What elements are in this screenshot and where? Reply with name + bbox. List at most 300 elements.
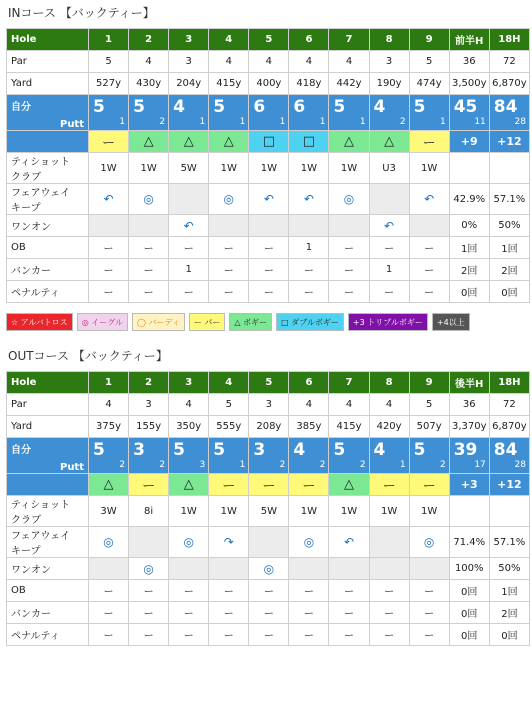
hole-number: 4 [209, 29, 249, 51]
putt-value: 1 [119, 117, 126, 127]
penalty-value: ー [409, 624, 449, 646]
fairway-cell [289, 527, 329, 558]
yard-value: 385y [289, 416, 329, 438]
double-circle-icon: ◎ [223, 192, 235, 206]
tee-club-value: 5W [249, 496, 289, 527]
hole-label: Hole [7, 372, 89, 394]
tee-club-value: 1W [409, 153, 449, 184]
one-on-cell [169, 558, 209, 580]
double-circle-icon: ◎ [423, 535, 435, 549]
penalty-row [7, 281, 530, 303]
tee-club-value: 1W [209, 153, 249, 184]
hole-number: 2 [129, 29, 169, 51]
score-cell [289, 95, 329, 131]
hole-number: 1 [89, 29, 129, 51]
result-mark: +3 [449, 474, 489, 496]
fairway-empty [129, 527, 169, 558]
hole-header-row [7, 29, 530, 51]
putt-value: 1 [239, 117, 246, 127]
ob-value: 1回 [489, 237, 529, 259]
double-circle-icon: ◎ [183, 535, 194, 549]
score-value: 5 [413, 440, 426, 460]
tee-club-value [449, 153, 489, 184]
ob-label: OB [7, 580, 89, 602]
tee-club-value: 8i [129, 496, 169, 527]
hole-number: 18H [489, 29, 529, 51]
ob-value: ー [329, 237, 369, 259]
penalty-value: 0回 [449, 281, 489, 303]
double-circle-icon: ◎ [143, 192, 154, 206]
hole-number: 5 [249, 372, 289, 394]
penalty-value: ー [329, 281, 369, 303]
tee-club-value: 1W [369, 496, 409, 527]
self-label-text: 自分 [11, 445, 31, 456]
score-cell [489, 95, 529, 131]
self-score-row [7, 95, 530, 131]
score-cell [449, 438, 489, 474]
bunker-value: ー [289, 259, 329, 281]
in-course-table [6, 28, 530, 303]
tee-club-label: ティショット クラブ [7, 496, 89, 527]
par-value: 4 [329, 394, 369, 416]
par-value: 5 [89, 51, 129, 73]
yard-value: 208y [249, 416, 289, 438]
par-value: 4 [289, 51, 329, 73]
penalty-value: ー [409, 281, 449, 303]
result-mark: △ [369, 131, 409, 153]
par-value: 4 [369, 394, 409, 416]
par-label: Par [7, 394, 89, 416]
bunker-value: ー [409, 602, 449, 624]
par-value: 3 [369, 51, 409, 73]
result-mark: ー [409, 474, 449, 496]
putt-label: Putt [59, 462, 84, 473]
ob-value: ー [369, 237, 409, 259]
one-on-cell [409, 558, 449, 580]
one-on-cell [89, 558, 129, 580]
legend-item: ◯ バーディ [132, 313, 185, 331]
score-value: 6 [293, 97, 306, 117]
result-mark: △ [209, 131, 249, 153]
result-mark: □ [289, 131, 329, 153]
one-on-cell [289, 558, 329, 580]
penalty-value: ー [89, 281, 129, 303]
fairway-cell [329, 527, 369, 558]
curve-right-arrow-icon: ↷ [223, 535, 234, 549]
score-cell [209, 438, 249, 474]
legend-item: ☆ アルバトロス [6, 313, 73, 331]
result-mark: □ [249, 131, 289, 153]
fairway-cell [409, 527, 449, 558]
score-value: 5 [413, 97, 426, 117]
putt-value: 2 [399, 117, 406, 127]
yard-value: 418y [289, 73, 329, 95]
result-mark: ー [89, 131, 129, 153]
hole-header-row [7, 372, 530, 394]
one-on-cell [409, 215, 449, 237]
penalty-label: ペナルティ [7, 624, 89, 646]
putt-value: 2 [279, 460, 286, 470]
tee-club-row [7, 153, 530, 184]
fairway-cell [209, 184, 249, 215]
fairway-cell [89, 184, 129, 215]
putt-value: 3 [199, 460, 206, 470]
bunker-value: ー [209, 602, 249, 624]
hole-number: 6 [289, 29, 329, 51]
ob-row [7, 580, 530, 602]
penalty-value: ー [249, 281, 289, 303]
result-mark: ー [409, 131, 449, 153]
tee-club-value: 1W [249, 153, 289, 184]
result-row [7, 131, 530, 153]
putt-value: 2 [159, 460, 166, 470]
yard-value: 6,870y [489, 73, 529, 95]
result-mark: △ [169, 474, 209, 496]
par-row [7, 51, 530, 73]
one-on-cell [209, 558, 249, 580]
penalty-row [7, 624, 530, 646]
bunker-value: ー [329, 259, 369, 281]
score-value: 84 [493, 97, 518, 117]
putt-value: 1 [319, 117, 326, 127]
tee-club-value: 1W [89, 153, 129, 184]
putt-value: 1 [239, 460, 246, 470]
ob-value: ー [89, 580, 129, 602]
yard-value: 6,870y [489, 416, 529, 438]
score-cell [369, 95, 409, 131]
one-on-cell [329, 215, 369, 237]
yard-value: 190y [369, 73, 409, 95]
tee-club-value: 1W [409, 496, 449, 527]
fairway-cell [409, 184, 449, 215]
tee-club-value: 1W [289, 153, 329, 184]
one-on-rate: 50% [489, 558, 529, 580]
hole-number: 3 [169, 29, 209, 51]
yard-row [7, 416, 530, 438]
ob-label: OB [7, 237, 89, 259]
one-on-rate: 100% [449, 558, 489, 580]
fairway-row [7, 527, 530, 558]
curve-left-arrow-icon: ↶ [343, 535, 355, 549]
self-label [7, 95, 89, 131]
one-on-cell [249, 558, 289, 580]
bunker-value: 2回 [489, 602, 529, 624]
yard-value: 155y [129, 416, 169, 438]
score-cell [249, 438, 289, 474]
curve-left-arrow-icon: ↶ [384, 218, 395, 233]
yard-value: 474y [409, 73, 449, 95]
hole-number: 9 [409, 372, 449, 394]
par-label: Par [7, 51, 89, 73]
hole-number: 1 [89, 372, 129, 394]
tee-club-value [449, 496, 489, 527]
par-value: 5 [409, 394, 449, 416]
curve-left-arrow-icon: ↶ [303, 192, 314, 206]
par-value: 72 [489, 51, 529, 73]
score-value: 5 [173, 440, 185, 460]
putt-value: 1 [199, 117, 206, 127]
fairway-rate: 71.4% [449, 527, 489, 558]
score-cell [89, 438, 129, 474]
par-value: 3 [249, 394, 289, 416]
one-on-cell [129, 558, 169, 580]
tee-club-label: ティショット クラブ [7, 153, 89, 184]
bunker-label: バンカー [7, 602, 89, 624]
one-on-cell [169, 215, 209, 237]
par-value: 36 [449, 51, 489, 73]
putt-value: 2 [319, 460, 326, 470]
ob-value: 1回 [449, 237, 489, 259]
double-circle-icon: ◎ [343, 192, 355, 206]
hole-number: 8 [369, 29, 409, 51]
ob-value: ー [129, 237, 169, 259]
putt-value: 1 [279, 117, 286, 127]
legend-item: △ ボギー [229, 313, 272, 331]
out-course-title: OUTコース 【バックティー】 [8, 349, 168, 363]
one-on-cell [289, 215, 329, 237]
penalty-value: 0回 [449, 624, 489, 646]
curve-left-arrow-icon: ↶ [183, 218, 194, 233]
par-value: 4 [329, 51, 369, 73]
hole-number: 2 [129, 372, 169, 394]
penalty-value: ー [249, 624, 289, 646]
putt-value: 1 [359, 117, 366, 127]
par-value: 36 [449, 394, 489, 416]
tee-club-value: 1W [129, 153, 169, 184]
one-on-cell [329, 558, 369, 580]
par-value: 5 [409, 51, 449, 73]
fairway-label: フェアウェイ キープ [7, 184, 89, 215]
score-cell [369, 438, 409, 474]
fairway-rate: 57.1% [489, 527, 529, 558]
hole-number: 3 [169, 372, 209, 394]
tee-club-row [7, 496, 530, 527]
legend-item: □ ダブルボギー [276, 313, 344, 331]
result-mark: △ [169, 131, 209, 153]
bunker-value: ー [129, 602, 169, 624]
bunker-value: ー [169, 602, 209, 624]
one-on-cell [129, 215, 169, 237]
tee-club-value: U3 [369, 153, 409, 184]
putt-value: 11 [474, 117, 486, 127]
penalty-label: ペナルティ [7, 281, 89, 303]
yard-label: Yard [7, 416, 89, 438]
result-mark: ー [369, 474, 409, 496]
bunker-value: 0回 [449, 602, 489, 624]
one-on-cell [89, 215, 129, 237]
score-cell [129, 438, 169, 474]
ob-value: ー [249, 237, 289, 259]
putt-value: 1 [439, 117, 446, 127]
ob-value: 0回 [449, 580, 489, 602]
score-value: 5 [213, 97, 226, 117]
bunker-value: ー [329, 602, 369, 624]
putt-label: Putt [59, 119, 84, 130]
par-value: 3 [169, 51, 209, 73]
tee-club-value: 1W [169, 496, 209, 527]
result-row [7, 474, 530, 496]
legend-item: ◎ イーグル [77, 313, 128, 331]
yard-label: Yard [7, 73, 89, 95]
par-value: 4 [129, 51, 169, 73]
double-circle-icon: ◎ [303, 535, 315, 549]
tee-club-value: 1W [209, 496, 249, 527]
par-value: 3 [129, 394, 169, 416]
putt-value: 2 [359, 460, 366, 470]
result-mark: +12 [489, 131, 529, 153]
fairway-empty [369, 527, 409, 558]
ob-value: ー [249, 580, 289, 602]
double-circle-icon: ◎ [263, 561, 275, 576]
fairway-label: フェアウェイ キープ [7, 527, 89, 558]
ob-value: ー [409, 237, 449, 259]
fairway-empty [169, 184, 209, 215]
bunker-value: 2回 [449, 259, 489, 281]
tee-club-value: 1W [329, 496, 369, 527]
result-mark: +12 [489, 474, 529, 496]
fairway-cell [169, 527, 209, 558]
result-mark: △ [129, 131, 169, 153]
one-on-cell [369, 558, 409, 580]
score-cell [169, 95, 209, 131]
par-value: 4 [289, 394, 329, 416]
hole-number: 7 [329, 29, 369, 51]
tee-club-value: 1W [329, 153, 369, 184]
one-on-cell [209, 215, 249, 237]
score-value: 5 [93, 97, 105, 117]
fairway-empty [369, 184, 409, 215]
self-score-row [7, 438, 530, 474]
score-cell [409, 438, 449, 474]
ob-value: ー [209, 580, 249, 602]
hole-number: 前半H [449, 29, 489, 51]
fairway-row [7, 184, 530, 215]
par-value: 4 [169, 394, 209, 416]
score-cell [449, 95, 489, 131]
yard-value: 3,500y [449, 73, 489, 95]
score-value: 39 [453, 440, 478, 460]
bunker-value: ー [409, 259, 449, 281]
score-value: 5 [93, 440, 105, 460]
bunker-label: バンカー [7, 259, 89, 281]
result-mark: +9 [449, 131, 489, 153]
fairway-empty [249, 527, 289, 558]
score-value: 5 [213, 440, 226, 460]
result-mark: △ [329, 131, 369, 153]
score-cell [289, 438, 329, 474]
penalty-value: ー [129, 281, 169, 303]
legend-item: +4以上 [432, 313, 470, 331]
double-circle-icon: ◎ [143, 561, 154, 576]
tee-club-value: 5W [169, 153, 209, 184]
bunker-row [7, 259, 530, 281]
bunker-value: ー [89, 259, 129, 281]
ob-value: ー [289, 580, 329, 602]
double-circle-icon: ◎ [103, 535, 114, 549]
hole-number: 9 [409, 29, 449, 51]
result-mark: ー [209, 474, 249, 496]
one-on-rate: 50% [489, 215, 529, 237]
hole-number: 7 [329, 372, 369, 394]
putt-value: 28 [514, 460, 526, 470]
ob-value: ー [409, 580, 449, 602]
score-value: 5 [333, 440, 346, 460]
result-label [7, 474, 89, 496]
penalty-value: ー [169, 624, 209, 646]
yard-value: 415y [329, 416, 369, 438]
legend-item: +3 トリプルボギー [348, 313, 428, 331]
score-cell [409, 95, 449, 131]
hole-number: 5 [249, 29, 289, 51]
tee-club-value: 1W [289, 496, 329, 527]
yard-value: 527y [89, 73, 129, 95]
ob-value: ー [129, 580, 169, 602]
fairway-rate: 42.9% [449, 184, 489, 215]
yard-value: 420y [369, 416, 409, 438]
penalty-value: ー [129, 624, 169, 646]
par-value: 4 [249, 51, 289, 73]
fairway-cell [249, 184, 289, 215]
bunker-value: ー [129, 259, 169, 281]
par-value: 5 [209, 394, 249, 416]
putt-value: 1 [399, 460, 406, 470]
score-value: 3 [253, 440, 266, 460]
yard-value: 555y [209, 416, 249, 438]
bunker-value: ー [369, 602, 409, 624]
hole-number: 18H [489, 372, 529, 394]
bunker-value: 1 [369, 259, 409, 281]
self-label [7, 438, 89, 474]
result-label [7, 131, 89, 153]
yard-value: 350y [169, 416, 209, 438]
score-value: 5 [333, 97, 346, 117]
par-value: 4 [89, 394, 129, 416]
ob-value: 1 [289, 237, 329, 259]
putt-value: 28 [514, 117, 526, 127]
result-mark: ー [129, 474, 169, 496]
score-value: 6 [253, 97, 266, 117]
score-cell [89, 95, 129, 131]
bunker-value: ー [89, 602, 129, 624]
score-cell [329, 438, 369, 474]
bunker-value: ー [249, 602, 289, 624]
ob-row [7, 237, 530, 259]
one-on-cell [369, 215, 409, 237]
legend-item: ー パー [189, 313, 226, 331]
one-on-label: ワンオン [7, 558, 89, 580]
yard-value: 204y [169, 73, 209, 95]
out-course-table [6, 371, 530, 646]
one-on-label: ワンオン [7, 215, 89, 237]
putt-value: 2 [439, 460, 446, 470]
score-value: 45 [453, 97, 478, 117]
bunker-row [7, 602, 530, 624]
putt-value: 2 [159, 117, 166, 127]
tee-club-value [489, 153, 529, 184]
putt-value: 2 [119, 460, 126, 470]
score-cell [209, 95, 249, 131]
one-on-row [7, 558, 530, 580]
tee-club-value: 3W [89, 496, 129, 527]
fairway-cell [89, 527, 129, 558]
bunker-value: ー [249, 259, 289, 281]
one-on-rate: 0% [449, 215, 489, 237]
curve-left-arrow-icon: ↶ [263, 192, 274, 206]
ob-value: 1回 [489, 580, 529, 602]
penalty-value: ー [289, 624, 329, 646]
bunker-value: 1 [169, 259, 209, 281]
ob-value: ー [169, 237, 209, 259]
